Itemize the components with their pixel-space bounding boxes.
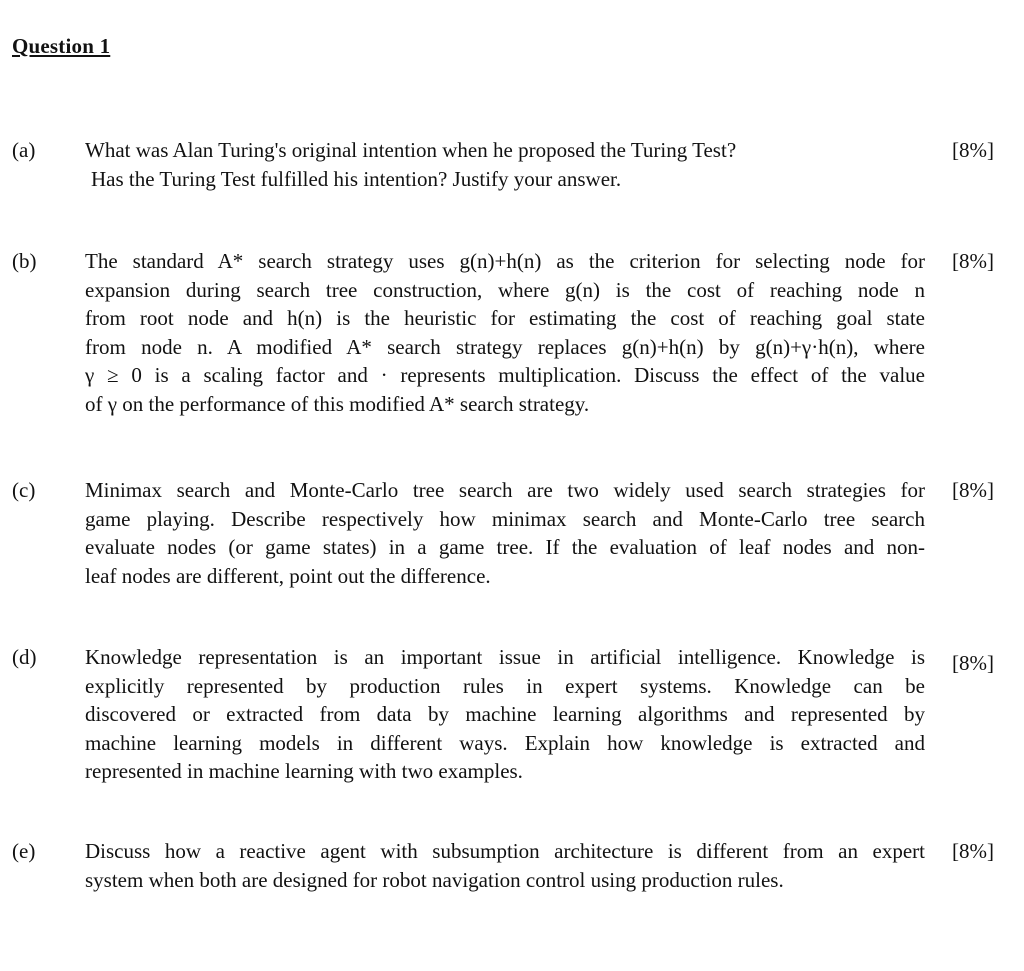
question-line: machine learning models in different ways. Explain how knowledge is extracted and	[85, 730, 925, 755]
question-text	[85, 643, 925, 786]
page-title: Question 1	[12, 34, 111, 58]
question-line: system when both are designed for robot navigation control using production rules.	[85, 867, 784, 892]
question-line: leaf nodes are different, point out the difference.	[85, 563, 491, 588]
question-marks: [8%]	[952, 478, 994, 502]
question-label: (d)	[12, 645, 37, 669]
question-label: (b)	[12, 249, 37, 273]
question-line: Knowledge representation is an important issue in artificial intelligence. Knowledge is	[85, 645, 925, 669]
question-line: evaluate nodes (or game states) in a game tree. If the evaluation of leaf nodes and non-	[85, 535, 925, 559]
question-line: explicitly represented by production rules in expert systems. Knowledge can be	[85, 673, 925, 698]
question-marks: [8%]	[952, 249, 994, 273]
question-marks: [8%]	[952, 651, 994, 675]
question-marks: [8%]	[952, 138, 994, 162]
question-marks: [8%]	[952, 839, 994, 863]
question-line: from node n. A modified A* search strategy replaces g(n)+h(n) by g(n)+γ·h(n), where	[85, 334, 925, 359]
question-line: Discuss how a reactive agent with subsumption architecture is different from an expert	[85, 839, 925, 863]
question-text	[85, 837, 925, 894]
question-line: game playing. Describe respectively how minimax search and Monte-Carlo tree search	[85, 506, 925, 531]
question-line: γ ≥ 0 is a scaling factor and · represents multiplication. Discuss the effect of the value	[85, 363, 925, 387]
question-line: What was Alan Turing's original intention when he proposed the Turing Test?	[85, 138, 737, 162]
question-line: Minimax search and Monte-Carlo tree search are two widely used search strategies for	[85, 478, 925, 502]
question-text	[85, 136, 925, 193]
question-line: from root node and h(n) is the heuristic for estimating the cost of reaching goal state	[85, 306, 925, 330]
question-label: (a)	[12, 138, 36, 162]
question-line: represented in machine learning with two examples.	[85, 759, 523, 783]
question-text	[85, 476, 925, 590]
question-line: The standard A* search strategy uses g(n)+h(n) as the criterion for selecting node for	[85, 249, 925, 273]
question-label: (c)	[12, 478, 36, 502]
question-line: expansion during search tree construction, where g(n) is the cost of reaching node n	[85, 277, 925, 302]
question-text	[85, 247, 925, 418]
question-line: Has the Turing Test fulfilled his intention? Justify your answer.	[91, 166, 622, 191]
question-line: discovered or extracted from data by machine learning algorithms and represented by	[85, 702, 925, 726]
question-label: (e)	[12, 839, 36, 863]
question-line: of γ on the performance of this modified A* search strategy.	[85, 391, 590, 416]
